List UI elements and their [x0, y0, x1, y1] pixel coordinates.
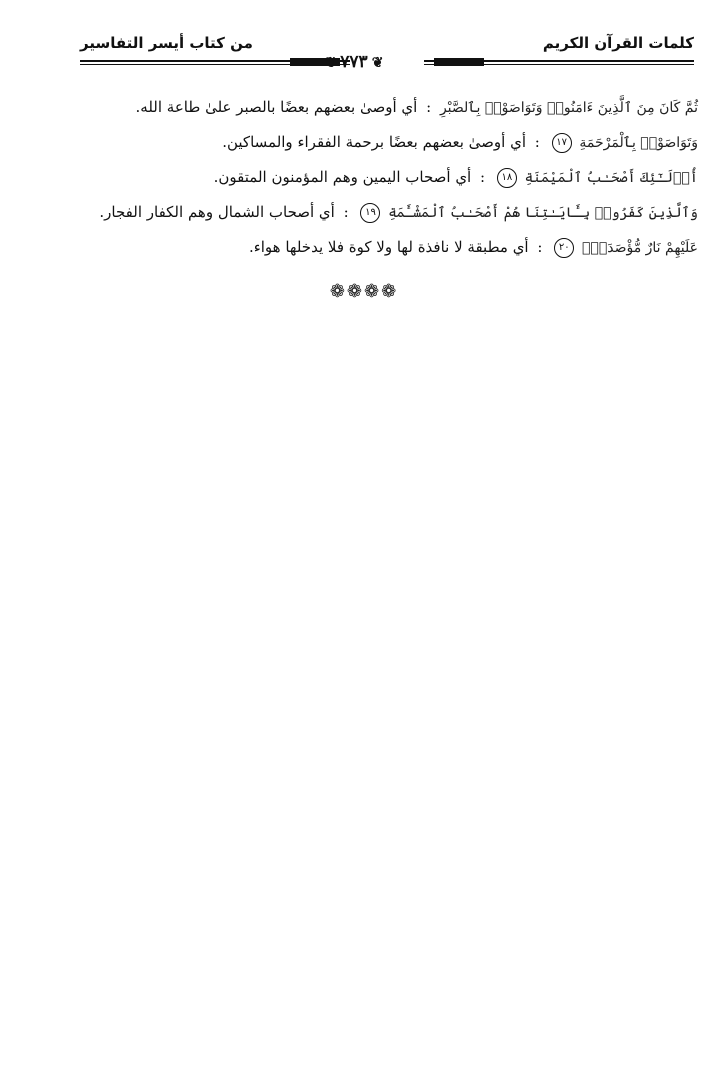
page-number-group [288, 52, 420, 72]
glossary-entry [100, 125, 698, 160]
page-header [80, 30, 694, 54]
page-number: ٧٧٣ [340, 52, 368, 72]
verse-text: وَتَوَاصَوْا۟ بِٱلْمَرْحَمَةِ [579, 135, 698, 151]
book-title: كلمات القرآن الكريم [542, 34, 694, 52]
glossary-entry [100, 195, 698, 230]
ornament-icon: ❦ [324, 55, 337, 71]
ornament-icon: ❦ [371, 55, 384, 71]
glossary-entry [100, 230, 698, 265]
verse-text: أُو۟لَـٰٓئِكَ أَصْحَـٰبُ ٱلْمَيْمَنَةِ [524, 170, 698, 186]
separator: : [426, 98, 432, 116]
glossary-content [100, 90, 698, 265]
glossary-entry [100, 160, 698, 195]
verse-text: وَٱلَّذِينَ كَفَرُوا۟ بِـَٔايَـٰتِنَا هُمْ أَصْحَـٰبُ ٱلْمَشْـَٔمَةِ [388, 205, 698, 221]
section-end-ornament: ❁❁❁❁ [329, 281, 399, 302]
verse-number-badge: ٢٠ [554, 238, 574, 258]
verse-text: عَلَيْهِمْ نَارٌ مُّؤْصَدَةٌۢ [582, 240, 698, 256]
verse-text: ثُمَّ كَانَ مِنَ ٱلَّذِينَ ءَامَنُوا۟ وَتَوَاصَوْا۟ بِٱلصَّبْرِ [439, 100, 698, 116]
separator: : [537, 238, 543, 256]
verse-number-badge: ١٩ [360, 203, 380, 223]
verse-number-badge: ١٨ [497, 168, 517, 188]
separator: : [343, 203, 349, 221]
explanation-text: أي مطبقة لا نافذة لها ولا كوة فلا يدخلها هواء. [248, 238, 529, 256]
verse-number-badge: ١٧ [552, 133, 572, 153]
explanation-text: أي أصحاب اليمين وهم المؤمنون المتقون. [213, 168, 472, 186]
separator: : [480, 168, 486, 186]
separator: : [534, 133, 540, 151]
glossary-entry [100, 90, 698, 125]
rule-block-right [434, 58, 484, 66]
explanation-text: أي أصحاب الشمال وهم الكفار الفجار. [99, 203, 335, 221]
source-title: من كتاب أيسر التفاسير [80, 34, 253, 52]
explanation-text: أي أوصىٰ بعضهم بعضًا برحمة الفقراء والمساكين. [222, 133, 526, 151]
explanation-text: أي أوصىٰ بعضهم بعضًا بالصبر علىٰ طاعة الله. [135, 98, 418, 116]
